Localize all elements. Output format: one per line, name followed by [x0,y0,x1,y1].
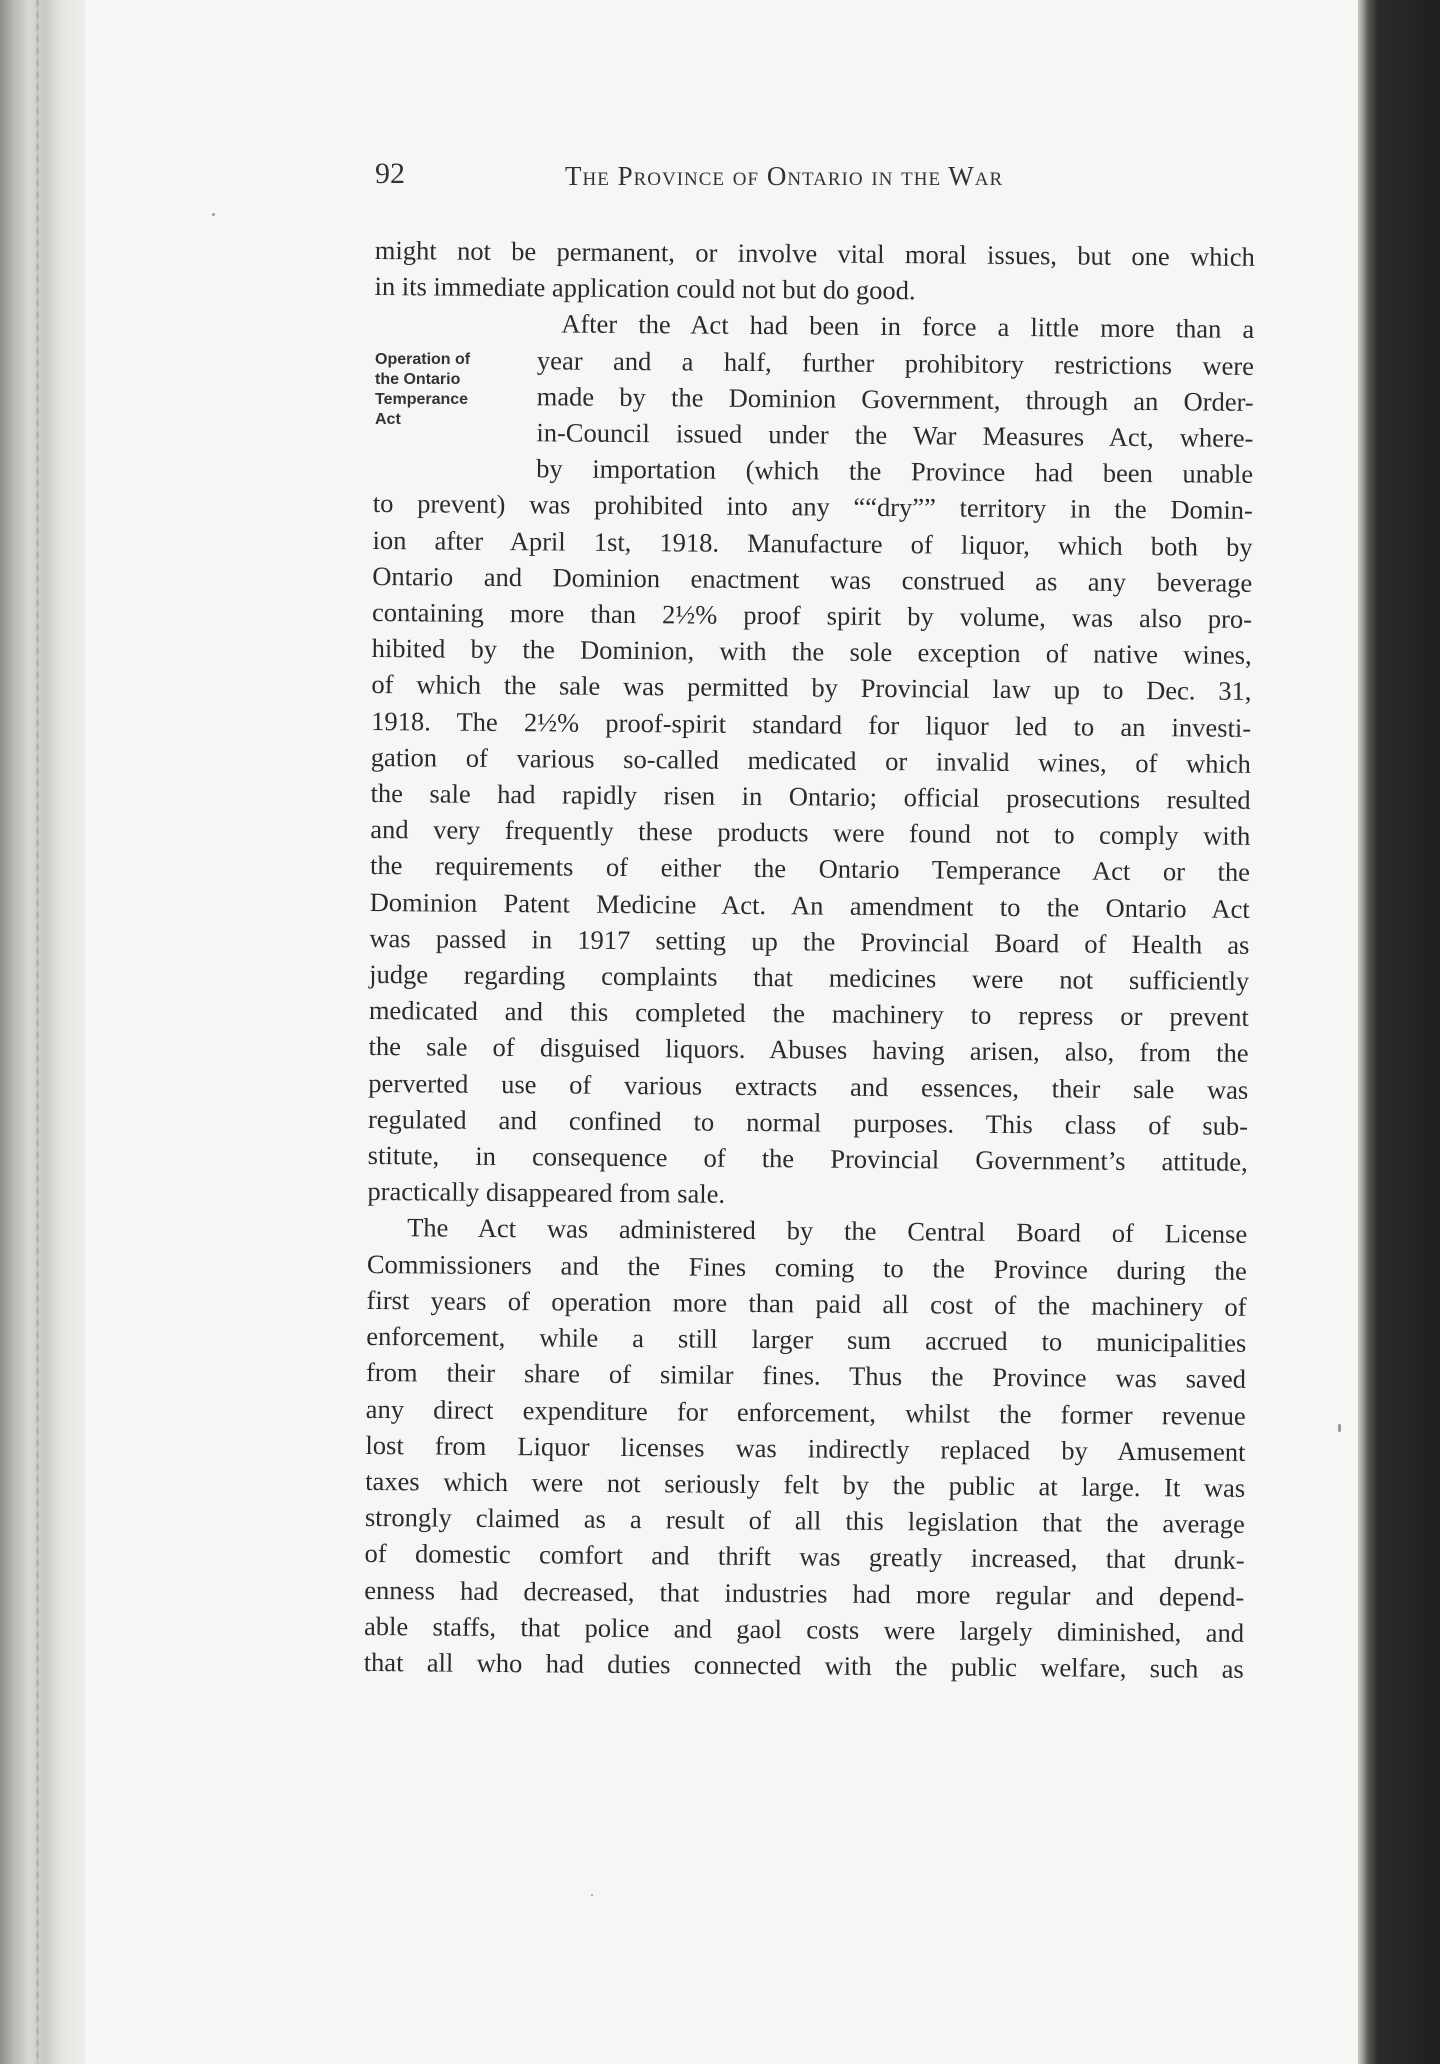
text-line: by importation (which the Province had been unable [536,453,1254,490]
text-line: 1918. The 2½% proof-spirit standard for liquor led to an investi- [371,705,1252,743]
text-line: taxes which were not seriously felt by the public at large. It was [365,1465,1246,1503]
body-text [364,232,1255,1687]
paper-speck [591,1894,593,1896]
text-line: perverted use of various extracts and essences, their sale was [368,1067,1249,1105]
text-line: regulated and confined to normal purposes. This class of sub- [367,1103,1249,1141]
margin-note-line: the Ontario [375,371,461,388]
text-line: containing more than 2½% proof spirit by volume, was also pro- [371,597,1253,634]
page-header [375,154,1090,194]
text-line: able staffs, that police and gaol costs were largely diminished, and [363,1610,1245,1648]
paper-speck [212,213,215,216]
margin-note-line: Operation of [375,351,471,368]
text-line: in-Council issued under the War Measures Act, where- [536,417,1254,453]
text-line: made by the Dominion Government, through an Order- [536,381,1254,417]
text-line: was passed in 1917 setting up the Provincial Board of Health as [369,922,1250,960]
text-line: in its immediate application could not but do good. [374,271,916,306]
text-line: practically disappeared from sale. [367,1176,726,1210]
text-line: of domestic comfort and thrift was greatly increased, that drunk- [364,1538,1245,1576]
text-line: the sale of disguised liquors. Abuses having arisen, also, from the [368,1031,1249,1069]
text-line: might not be permanent, or involve vital moral issues, but one which [374,234,1255,272]
text-line: gation of various so-called medicated or invalid wines, of which [370,741,1251,779]
text-line: and very frequently these products were found not to comply with [370,814,1251,852]
text-line: strongly claimed as a result of all this legislation that the average [364,1502,1245,1539]
text-line: of which the sale was permitted by Provincial law up to Dec. 31, [371,669,1252,707]
text-line: lost from Liquor licenses was indirectly replaced by Amusement [365,1429,1246,1467]
paragraph-2 [367,304,1254,1216]
text-line: After the Act had been in force a little more than a [561,308,1255,345]
text-line: medicated and this completed the machinery to repress or prevent [368,995,1249,1033]
text-line: stitute, in consequence of the Provincial Government’s attitude, [367,1140,1248,1177]
text-line: from their share of similar fines. Thus the Province was saved [365,1357,1247,1395]
text-line: any direct expenditure for enforcement, whilst the former revenue [365,1393,1246,1431]
text-line: the requirements of either the Ontario Temperance Act or the [369,850,1251,888]
text-line: Dominion Patent Medicine Act. An amendment to the Ontario Act [369,886,1250,924]
text-line: Commissioners and the Fines coming to the Province during the [366,1248,1247,1286]
paper-speck [1338,1424,1341,1432]
book-edge-left [0,0,85,2064]
text-line: first years of operation more than paid all cost of the machinery of [366,1284,1247,1322]
text-line: enness had decreased, that industries had more regular and depend- [364,1574,1245,1612]
text-line: that all who had duties connected with the public welfare, such as [363,1646,1244,1684]
text-line: The Act was administered by the Central Board of License [407,1212,1248,1250]
margin-note-line: Temperance [375,391,469,408]
margin-note-line: Act [375,411,401,428]
text-line: ion after April 1st, 1918. Manufacture of liquor, which both by [372,524,1253,562]
text-line: hibited by the Dominion, with the sole exception of native wines, [371,633,1252,671]
paragraph-1 [374,232,1255,311]
book-edge-right [1358,0,1440,2064]
text-line: to prevent) was prohibited into any ““dry”” territory in the Domin- [372,488,1253,526]
page-number: 92 [375,157,405,190]
text-line: the sale had rapidly risen in Ontario; official prosecutions resulted [370,778,1251,815]
text-line: year and a half, further prohibitory restrictions were [536,344,1255,381]
text-line: Ontario and Dominion enactment was construed as any beverage [372,560,1253,598]
text-line: judge regarding complaints that medicines were not sufficiently [369,959,1250,996]
running-title: The Province of Ontario in the War [565,161,1004,191]
text-line: enforcement, while a still larger sum accrued to municipalities [366,1321,1247,1358]
paragraph-3 [364,1209,1248,1687]
